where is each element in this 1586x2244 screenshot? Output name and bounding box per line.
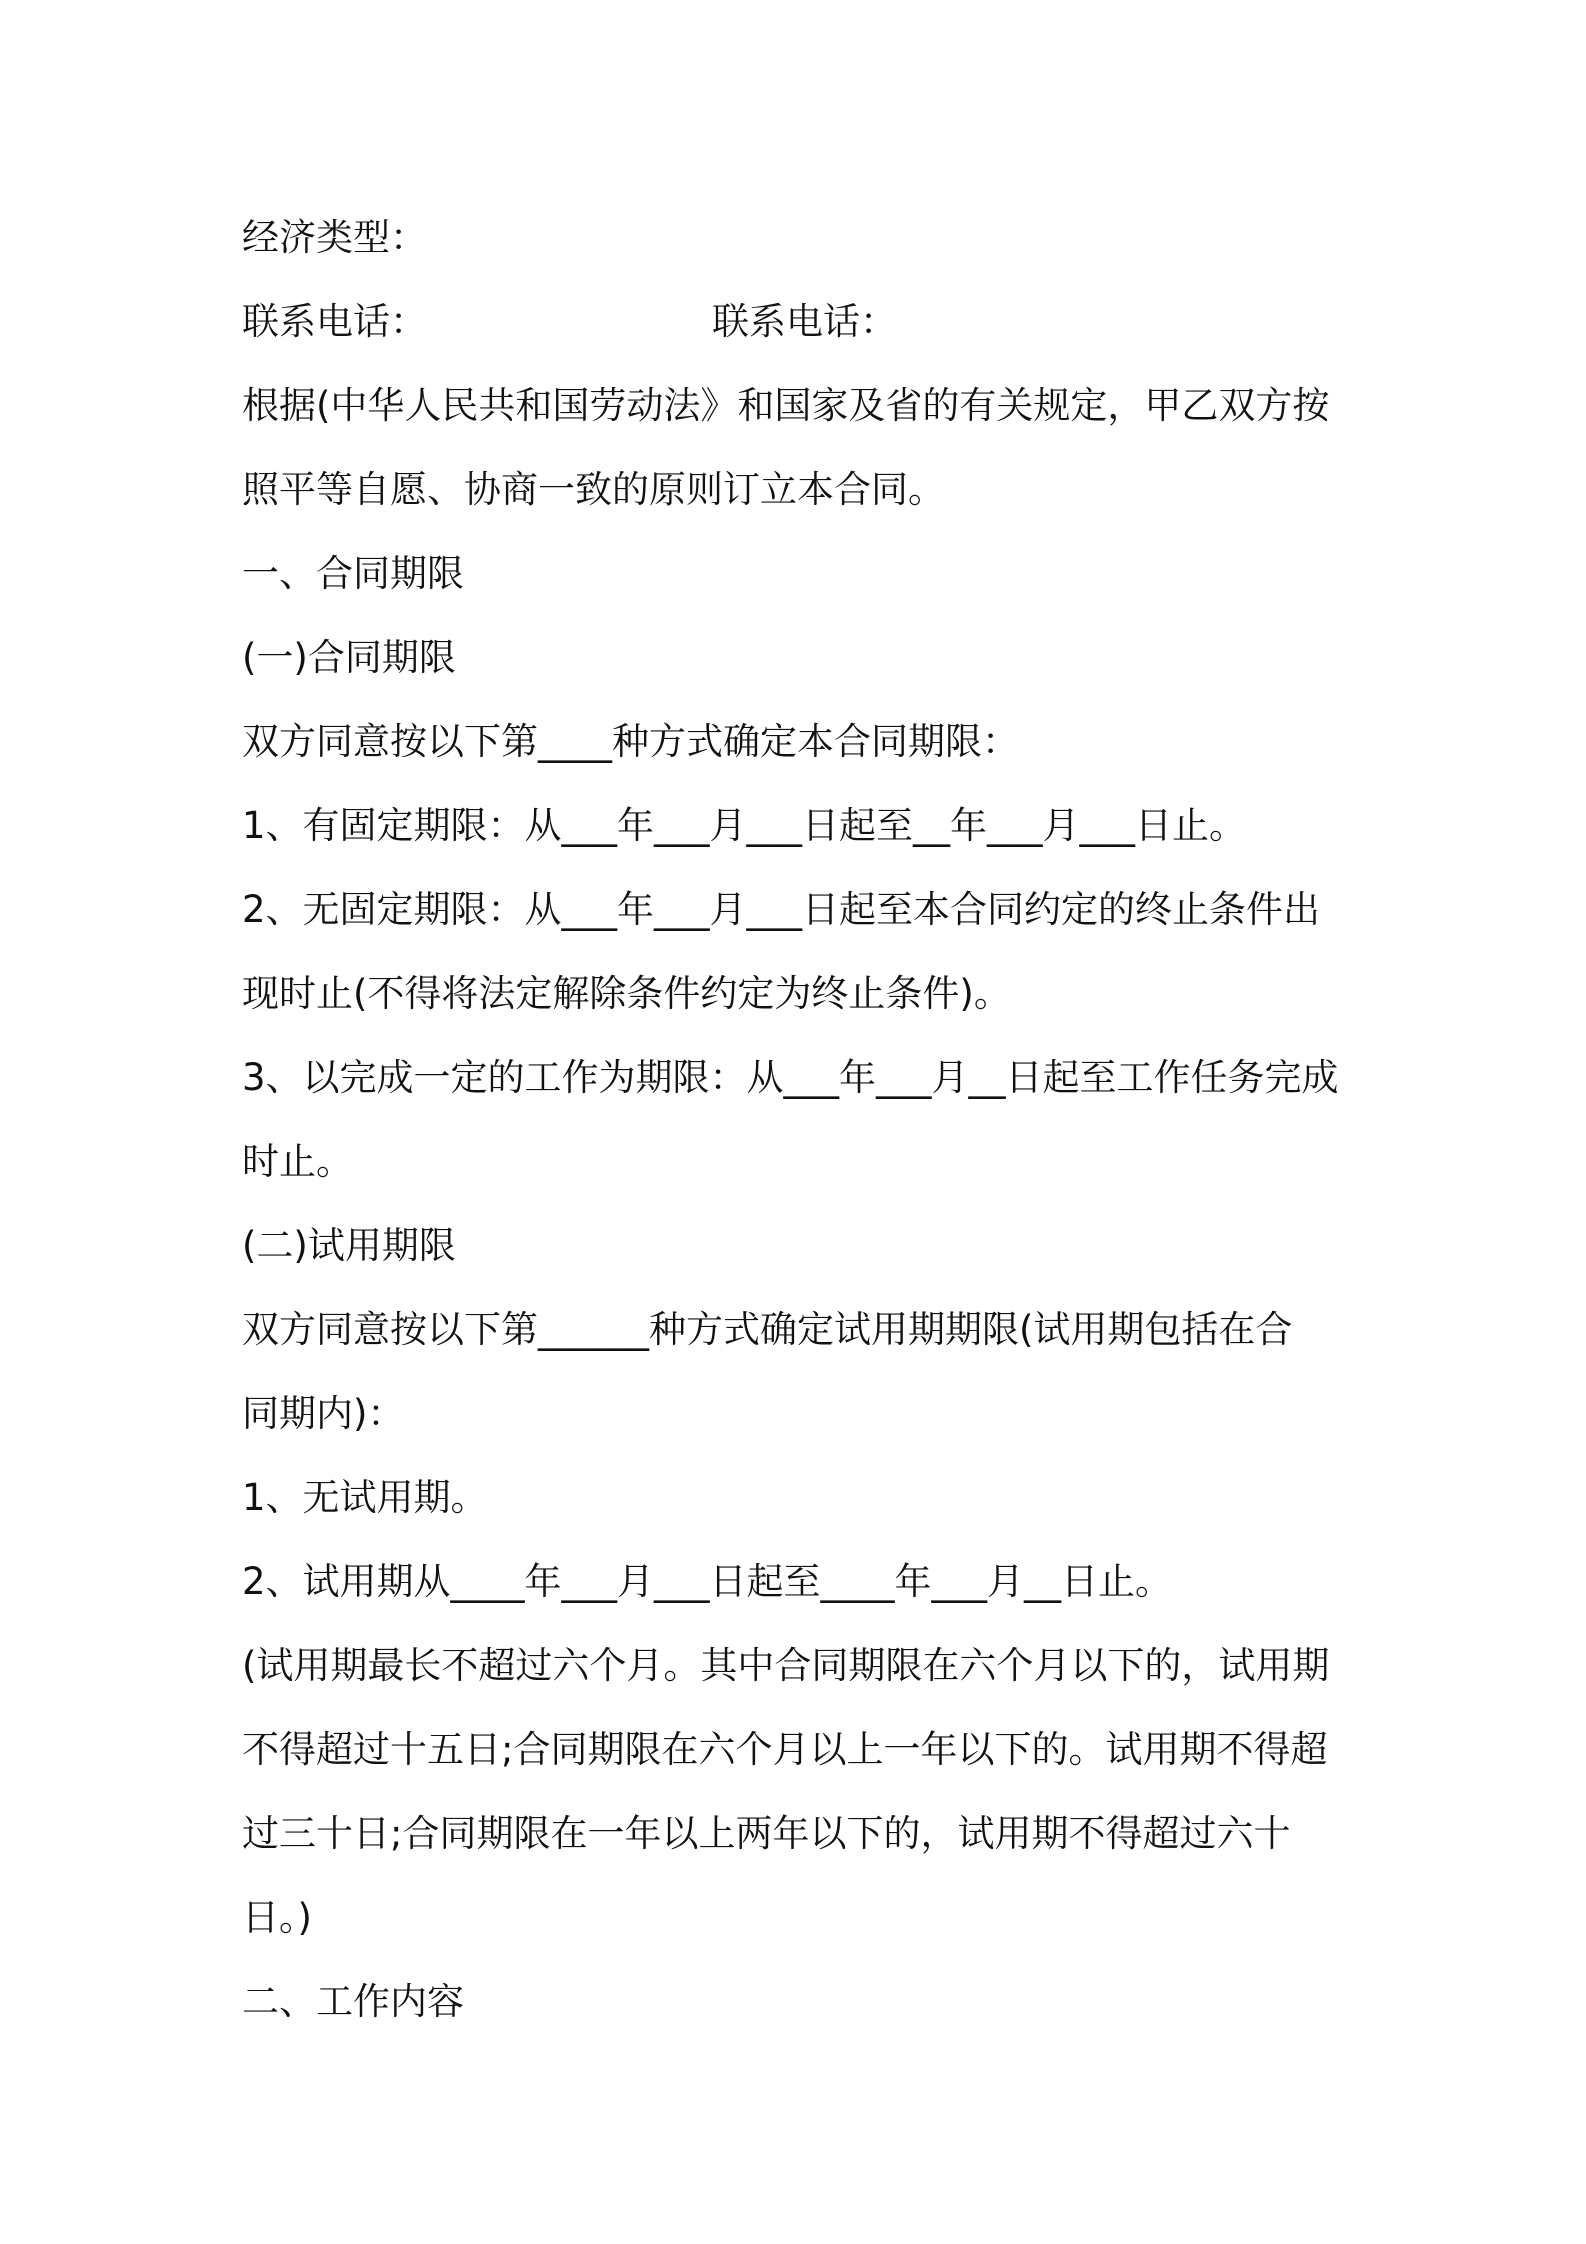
phone-label-left: 联系电话： [242, 300, 427, 343]
probation-note-line-2: 不得超过十五日;合同期限在六个月以上一年以下的。试用期不得超 [242, 1728, 1328, 1771]
phone-row [242, 280, 1357, 364]
term-option-3-line-1: 3、以完成一定的工作为期限：从___年___月__日起至工作任务完成 [242, 1056, 1339, 1099]
probation-intro-line-2: 同期内)： [242, 1392, 405, 1435]
phone-label-right: 联系电话： [712, 300, 897, 343]
term-intro: 双方同意按以下第____种方式确定本合同期限： [242, 720, 1019, 763]
economic-type-label: 经济类型： [242, 216, 427, 259]
term-option-1: 1、有固定期限：从___年___月___日起至__年___月___日止。 [242, 804, 1247, 847]
probation-note-line-1: (试用期最长不超过六个月。其中合同期限在六个月以下的，试用期 [242, 1644, 1330, 1687]
basis-paragraph-line-1: 根据(中华人民共和国劳动法》和国家及省的有关规定，甲乙双方按 [242, 384, 1330, 427]
probation-option-1: 1、无试用期。 [242, 1476, 488, 1519]
section-1-heading: 一、合同期限 [242, 552, 464, 595]
term-option-2-line-2: 现时止(不得将法定解除条件约定为终止条件)。 [242, 972, 1011, 1015]
term-option-2-line-1: 2、无固定期限：从___年___月___日起至本合同约定的终止条件出 [242, 888, 1321, 931]
document-body [242, 196, 1357, 2044]
section-2-heading: 二、工作内容 [242, 1980, 464, 2023]
probation-intro-line-1: 双方同意按以下第______种方式确定试用期期限(试用期包括在合 [242, 1308, 1293, 1351]
subsection-2-heading: (二)试用期限 [242, 1224, 456, 1267]
probation-note-line-4: 日。) [242, 1896, 312, 1939]
subsection-1-heading: (一)合同期限 [242, 636, 456, 679]
term-option-3-line-2: 时止。 [242, 1140, 353, 1183]
probation-note-line-3: 过三十日;合同期限在一年以上两年以下的，试用期不得超过六十 [242, 1812, 1291, 1855]
basis-paragraph-line-2: 照平等自愿、协商一致的原则订立本合同。 [242, 468, 945, 511]
probation-option-2: 2、试用期从____年___月___日起至____年___月__日止。 [242, 1560, 1173, 1603]
